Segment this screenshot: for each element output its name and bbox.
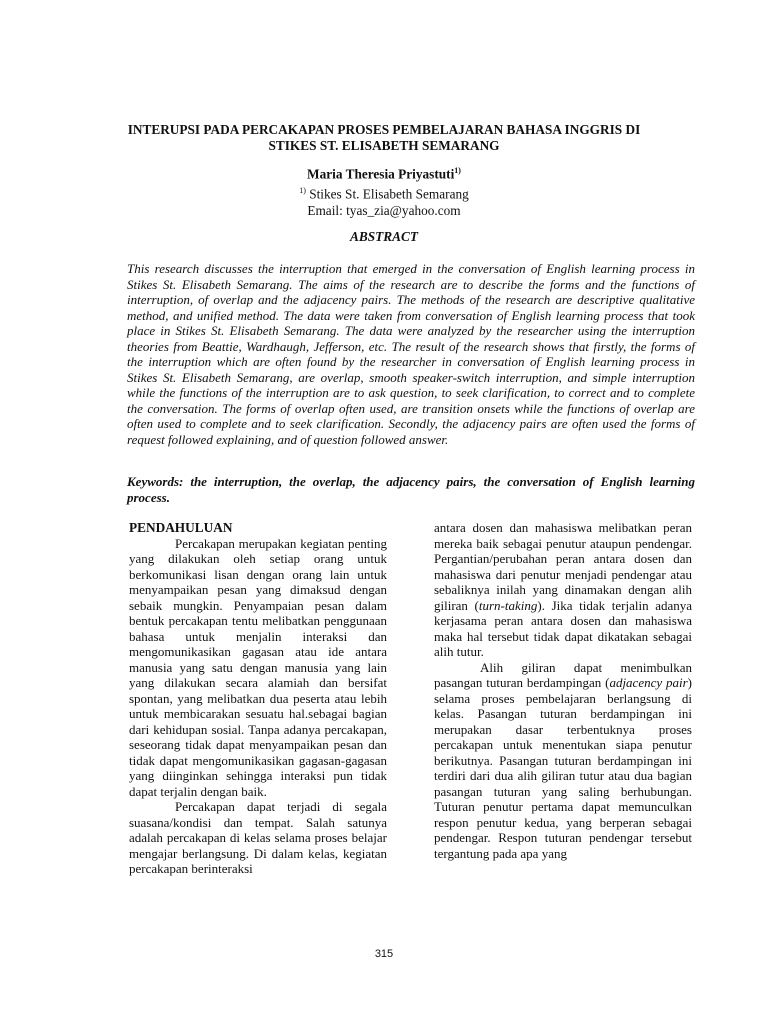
keywords — [127, 474, 695, 505]
text-run: antara dosen dan mahasiswa melibatkan peran mereka baik sebagai penutur ataupun pendengar. Pergantian/perubahan peran antara dosen dan mahasiswa dari penutur menjadi pendengar atau sebaliknya inilah yang dinamakan dengan alih giliran ( — [434, 520, 692, 613]
keywords-text: the interruption, the overlap, the adjacency pairs, the conversation of English learning process. — [127, 474, 696, 505]
author-line — [120, 166, 648, 182]
paragraph — [434, 520, 692, 660]
affiliation-marker: 1) — [299, 186, 306, 195]
affiliation-name: Stikes St. Elisabeth Semarang — [309, 186, 469, 202]
page-number: 315 — [374, 948, 394, 960]
author-marker: 1) — [454, 166, 461, 175]
paper-title: INTERUPSI PADA PERCAKAPAN PROSES PEMBELAJARAN BAHASA INGGRIS DI STIKES ST. ELISABETH SEMARANG — [127, 122, 641, 153]
paragraph — [434, 660, 692, 862]
abstract-heading: ABSTRACT — [350, 229, 418, 244]
paragraph: Percakapan dapat terjadi di segala suasana/kondisi dan tempat. Salah satunya adalah percakapan di kelas selama proses belajar mengajar berlangsung. Di dalam kelas, kegiatan percakapan berinteraksi — [129, 799, 387, 876]
author-name: Maria Theresia Priyastuti — [307, 166, 455, 182]
paragraph: Percakapan merupakan kegiatan penting yang dilakukan oleh setiap orang untuk berkomunikasi lisan dengan orang lain untuk menyampaikan pesan yang dimaksud dengan sebaik mungkin. Penyampaian pesan dalam bentuk percakapan tentu melibatkan penggunaan bahasa untuk menjalin interaksi dan mengomunikasikan gagasan atau ide antara manusia yang satu dengan manusia yang lain yang dilakukan secara alamiah dan bersifat spontan, yang melibatkan dua peserta atau lebih untuk membicarakan sesuatu hal.sebagai bagian dari kehidupan sosial. Tanpa adanya percakapan, seseorang tidak dapat menyampaikan pesan dan tidak dapat mengomunikasikan gagasan-gagasan yang diinginkan sehingga interaksi pun tidak dapat terjalin dengan baik. — [129, 535, 387, 799]
term-italic: adjacency pair — [609, 675, 688, 690]
text-run: Alih giliran dapat menimbulkan pasangan tuturan berdampingan ( — [434, 659, 692, 690]
affiliation-block — [120, 182, 648, 219]
text-run: ) selama proses pembelajaran berlangsung di kelas. Pasangan tuturan berdampingan ini merupakan dasar terbentuknya proses percakapan untuk menentukan siapa penutur berikutnya. Pasangan tuturan berdampingan ini terdiri dari dua alih giliran tutur atau dua bagian pasangan tuturan yang saling berhubungan. Tuturan penutur pertama dapat memunculkan respon penutur kedua, yang berperan sebagai pendengar. Respon tuturan pendengar tersebut tergantung pada apa yang — [434, 675, 692, 861]
keywords-label: Keywords: — [127, 474, 184, 489]
section-heading: PENDAHULUAN — [129, 520, 233, 535]
abstract-text: This research discusses the interruption that emerged in the conversation of English learning process in Stikes St. Elisabeth Semarang. The aims of the research are to describe the forms and the functions of interruption, of overlap and the adjacency pairs. The methods of the research are descriptive qualitative method, and unified method. The data were taken from conversation of English learning process that took place in Stikes St. Elisabeth Semarang. The data were analyzed by the researcher using the interruption theories from Beattie, Wardhaugh, Jefferson, etc. The result of the research shows that firstly, the forms of the interruption which are often found by the researcher in conversation of English learning process in Stikes St. Elisabeth Semarang, are overlap, smooth speaker-switch interruption, and simple interruption while the functions of the interruption are to ask question, to seek clarification, to correct and to complete the conversation. The forms of overlap often used, are transition onsets while the functions of overlap are often used to complete and to seek clarification. Secondly, the adjacency pairs are often used the forms of request followed explaining, and of question followed answer. — [127, 261, 695, 447]
text-run: ). Jika tidak terjalin adanya kerjasama peran antara dosen dan mahasiswa maka hal tersebut tidak dapat dikatakan sebagai alih tutur. — [434, 597, 693, 659]
term-italic: turn-taking — [478, 597, 538, 613]
affiliation-line — [120, 182, 648, 202]
right-column — [434, 520, 692, 861]
author-email: Email: tyas_zia@yahoo.com — [307, 203, 461, 219]
left-column — [129, 520, 387, 877]
